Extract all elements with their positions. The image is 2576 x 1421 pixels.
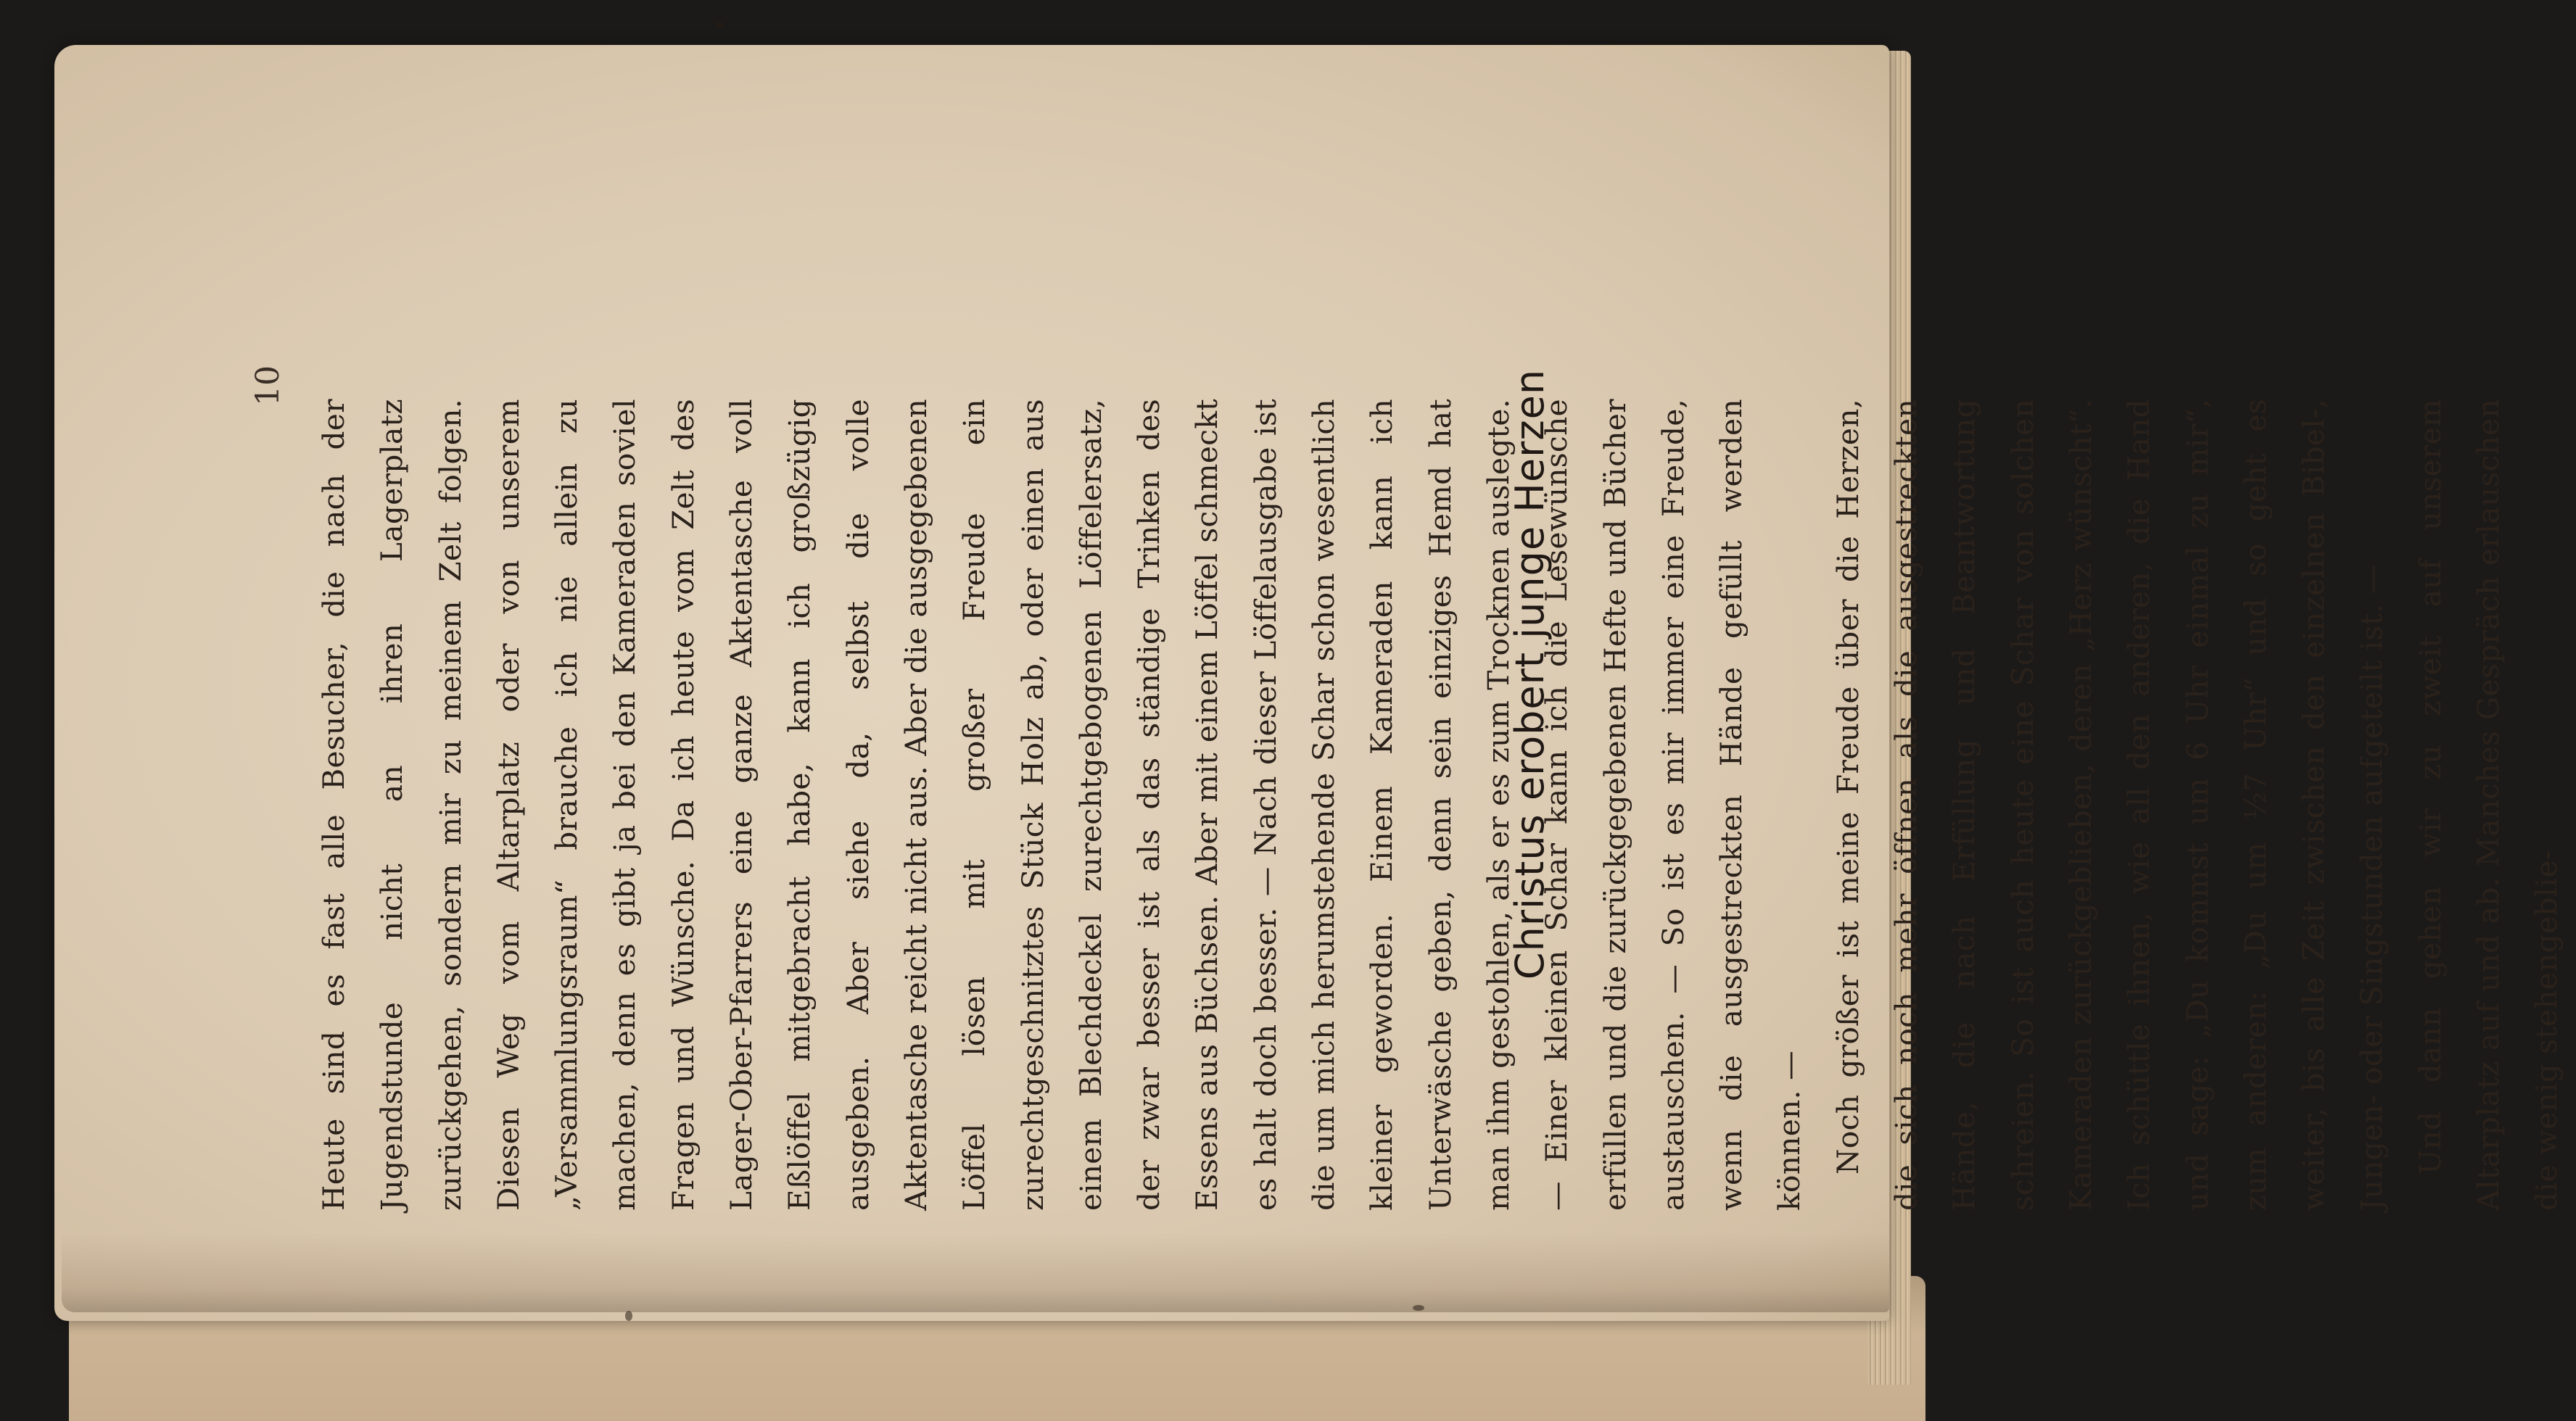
paragraph-3: Und dann gehen wir zu zweit auf unserem Altarplatz auf und ab. Manches Gespräch erlauschen die wenig stehengeblie-: [2412, 399, 2564, 1211]
page-number: 10: [249, 365, 286, 406]
rotated-text-block: [247, 109, 2564, 1341]
paragraph-2: Noch größer ist meine Freude über die Herzen, die sich noch mehr öffnen als die ausgestreckten Hände, die nach Erfüllung und Beantwortung schreien. So ist auch heute eine Schar von solchen Kameraden zurückgeblieben, deren „Herz wünscht“. Ich schüttle ihnen, wie all den anderen, die Hand und sage: „Du kommst um 6 Uhr einmal zu mir“, zum anderen: „Du um ½7 Uhr“ und so geht es weiter, bis alle Zeit zwischen den einzelnen Bibel-, Jungen- oder Singstunden aufgeteilt ist. —: [1830, 399, 2390, 1211]
paragraph-1: Heute sind es fast alle Besucher, die nach der Jugendstunde nicht an ihren Lagerplatz zurückgehen, sondern mir zu meinem Zelt folgen. Diesen Weg vom Altarplatz oder von unserem „Versammlungsraum“ brauche ich nie allein zu machen, denn es gibt ja bei den Kameraden soviel Fragen und Wünsche. Da ich heute vom Zelt des Lager-Ober-Pfarrers eine ganze Aktentasche voll Eßlöffel mitgebracht habe, kann ich großzügig ausgeben. Aber siehe da, selbst die volle Aktentasche reicht nicht aus. Aber die ausgegebenen Löffel lösen mit großer Freude ein zurechtgeschnitztes Stück Holz ab, oder einen aus einem Blechdeckel zurechtgebogenen Löffelersatz, der zwar besser ist als das ständige Trinken des Essens aus Büchsen. Aber mit einem Löffel schmeckt es halt doch besser. — Nach dieser Löffelausgabe ist die um mich herumstehende Schar schon wesentlich kleiner geworden. Einem Kameraden kann ich Unterwäsche geben, denn sein einziges Hemd hat man ihm gestohlen, als er es zum Trocknen auslegte. — Einer kleinen Schar kann ich die Lesewünsche erfüllen und die zurückgegebenen Hefte und Bücher austauschen. — So ist es mir immer eine Freude, wenn die ausgestreckten Hände gefüllt werden können. —: [316, 399, 1807, 1211]
chapter-title: Christus erobert junge Herzen: [1507, 368, 1553, 980]
ink-speck: [717, 22, 723, 28]
